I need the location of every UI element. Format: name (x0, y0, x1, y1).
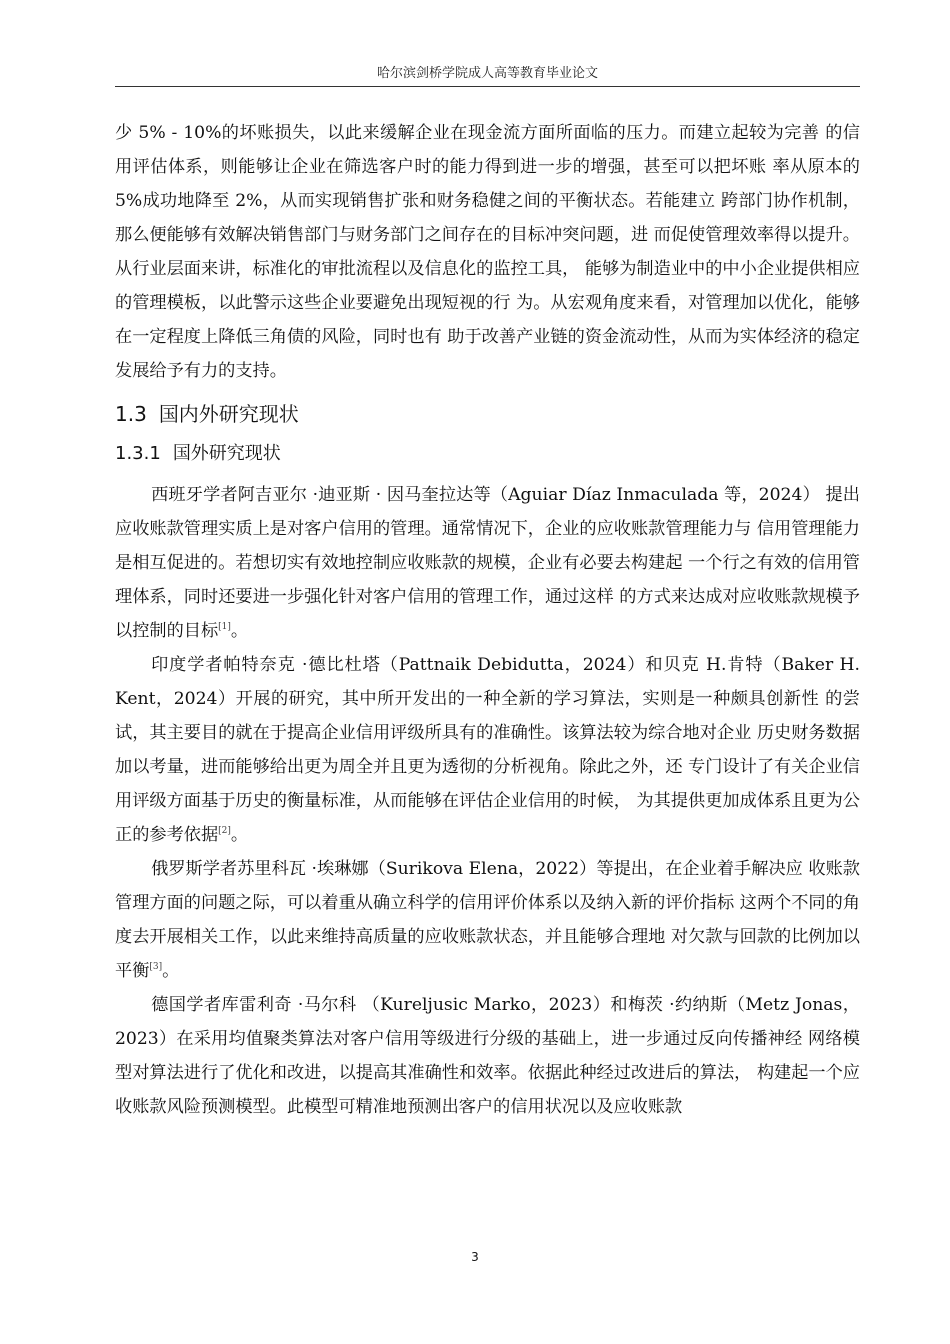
citation-3[interactable]: [3] (149, 962, 163, 972)
header-divider (115, 86, 860, 87)
citation-2[interactable]: [2] (218, 826, 231, 836)
paragraph-period: 。 (230, 825, 249, 845)
paragraph-spain (115, 478, 860, 648)
paragraph-period: 。 (162, 961, 180, 981)
paragraph-text: 印度学者帕特奈克 ·德比杜塔（Pattnaik Debidutta，2024）和贝克 H.肯特（Baker H. Kent，2024）开展的研究，其中所开发出的一种全新的学习算法，实则是一种颇具创新性 的尝试，其主要目的就在于提高企业信用评级所具有的准确性。该算法较为综合地对企业 历史财务数据加以考量，进而能够给出更为周全并且更为透彻的分析视角。除此之外，还 专门设计了有关企业信用评级方面基于历史的衡量标准，从而能够在评估企业信用的时候， 为其提供更加成体系且更为公正的参考依据 (115, 655, 860, 845)
section-heading (115, 400, 860, 428)
section-number: 1.3 (115, 402, 147, 426)
paragraph-period: 。 (230, 621, 249, 641)
section-title: 国内外研究现状 (158, 402, 299, 426)
paragraph-germany: 德国学者库雷利奇 ·马尔科 （Kureljusic Marko，2023）和梅茨 ·约纳斯（Metz Jonas， 2023）在采用均值聚类算法对客户信用等级进行分级的基础上，进一步通过反向传播神经 网络模型对算法进行了优化和改进，以提高其准确性和效率。依据此种经过改进后的算法， 构建起一个应收账款风险预测模型。此模型可精准地预测出客户的信用状况以及应收账款 (115, 995, 860, 1117)
paragraph-text: 西班牙学者阿吉亚尔 ·迪亚斯 · 因马奎拉达等（Aguiar Díaz Inmaculada 等，2024） 提出应收账款管理实质上是对客户信用的管理。通常情况下，企业的应收账款管理能力与 信用管理能力是相互促进的。若想切实有效地控制应收账款的规模，企业有必要去构建起 一个行之有效的信用管理体系，同时还要进一步强化针对客户信用的管理工作，通过这样 的方式来达成对应收账款规模予以控制的目标 (115, 485, 860, 641)
subsection-number: 1.3.1 (115, 443, 161, 464)
subsection-heading (115, 440, 860, 468)
paragraph-russia (115, 852, 860, 988)
running-header: 哈尔滨剑桥学院成人高等教育毕业论文 (376, 66, 598, 81)
page-content (115, 116, 860, 1124)
citation-1[interactable]: [1] (218, 622, 231, 632)
subsection-title: 国外研究现状 (172, 443, 281, 464)
paragraph-continued: 少 5% - 10%的坏账损失，以此来缓解企业在现金流方面所面临的压力。而建立起较为完善 的信用评估体系，则能够让企业在筛选客户时的能力得到进一步的增强，甚至可以把坏账 率从原本的 5%成功地降至 2%，从而实现销售扩张和财务稳健之间的平衡状态。若能建立 跨部门协作机制，那么便能够有效解决销售部门与财务部门之间存在的目标冲突问题，进 而促使管理效率得以提升。从行业层面来讲，标准化的审批流程以及信息化的监控工具， 能够为制造业中的中小企业提供相应的管理模板，以此警示这些企业要避免出现短视的行 为。从宏观角度来看，对管理加以优化，能够在一定程度上降低三角债的风险，同时也有 助于改善产业链的资金流动性，从而为实体经济的稳定发展给予有力的支持。 (115, 123, 860, 381)
paragraph-india (115, 648, 860, 852)
paragraph-text: 俄罗斯学者苏里科瓦 ·埃琳娜（Surikova Elena，2022）等提出，在企业着手解决应 收账款管理方面的问题之际，可以着重从确立科学的信用评价体系以及纳入新的评价指标 这两个不同的角度去开展相关工作，以此来维持高质量的应收账款状态，并且能够合理地 对欠款与回款的比例加以平衡 (115, 859, 860, 981)
page-number: 3 (471, 1250, 479, 1264)
